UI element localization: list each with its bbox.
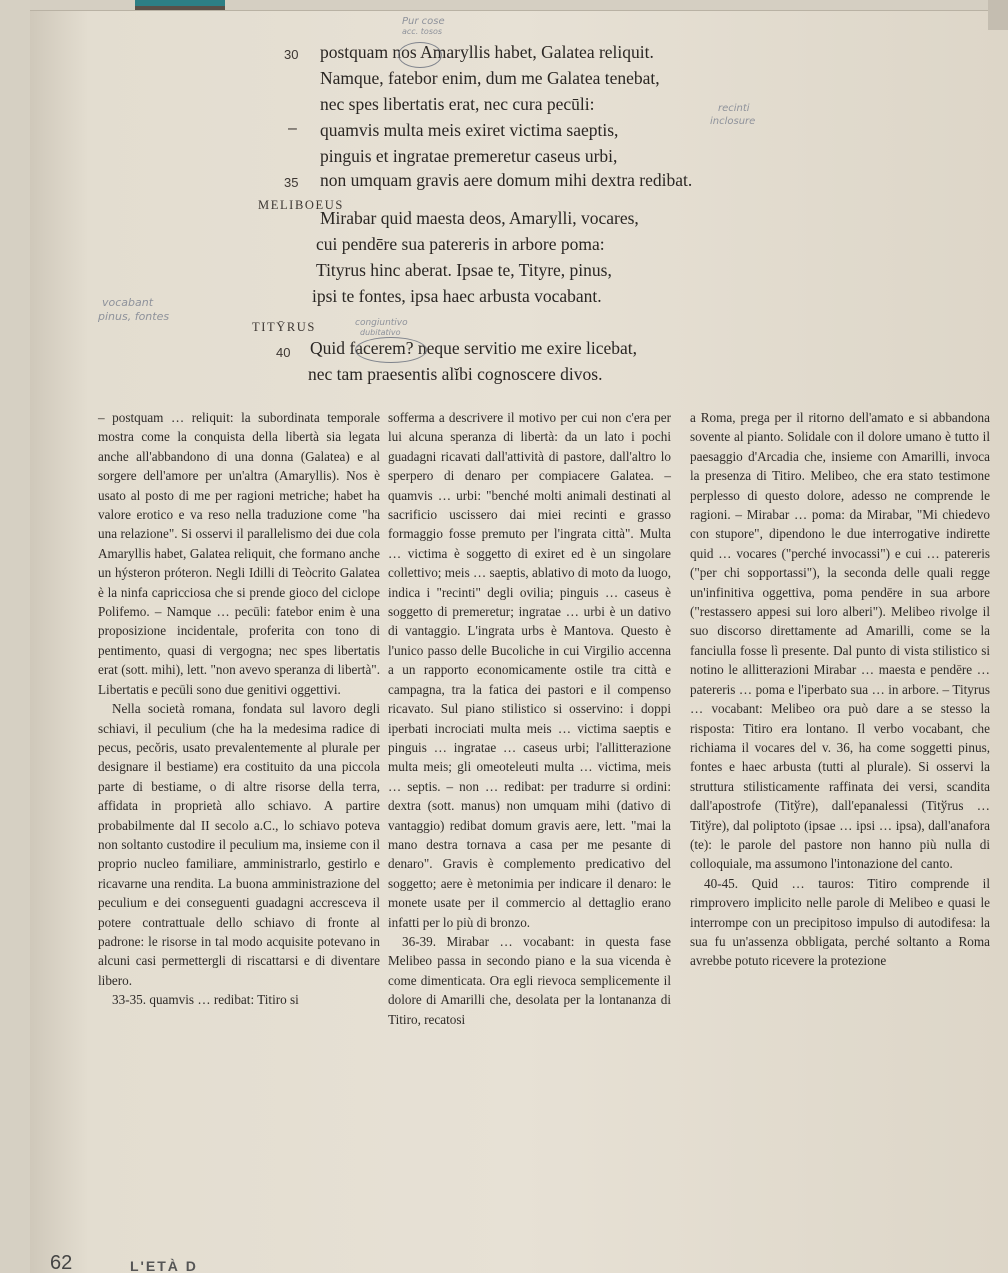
speaker-meliboeus: MELIBOEUS xyxy=(258,198,344,212)
book-page xyxy=(30,0,1008,1273)
line-number: 30 xyxy=(284,47,299,62)
pencil-note: congiuntivo xyxy=(355,318,408,328)
verse-line: Mirabar quid maesta deos, Amarylli, vocares, xyxy=(320,208,639,228)
commentary-paragraph: Nella società romana, fondata sul lavoro degli schiavi, il peculium (che ha la medesima radice di pecus, pecŏris, usato prevalentemente al plurale per designare il bestiame) era costituito da una piccola parte di bestiame, o di altre risorse della terra, affidata in proprietà allo schiavo. A partire probabilmente dal II secolo a.C., lo schiavo poteva non soltanto custodire il peculium ma, insieme con il proprio nucleo familiare, amministrarlo, gestirlo e ricavarne una rendita. La buona amministrazione del peculium e dei conseguenti guadagni accresceva il potere contrattuale dello schiavo di fronte al padrone: le risorse in tal modo acquisite potevano in alcuni casi permettergli di riscattarsi e di diventare libero. xyxy=(98,701,380,988)
pencil-note: acc. tosos xyxy=(402,27,443,36)
chapter-tab-shadow xyxy=(135,6,225,10)
pencil-note: recinti xyxy=(718,103,750,114)
pencil-circle-facerem xyxy=(355,337,427,363)
commentary-paragraph: 36-39. Mirabar … vocabant: in questa fase Melibeo passa in secondo piano e la sua vicenda è come dimenticata. Ora egli rievoca semplicemente il dolore di Amarilli che, desolata per la lontananza di Titiro, recatosi xyxy=(388,933,671,1027)
page-corner xyxy=(988,0,1008,30)
page-number: 62 xyxy=(50,1252,73,1273)
line-mark: – xyxy=(288,120,297,137)
pencil-note: Pur cose xyxy=(402,16,445,27)
verse-line: ipsi te fontes, ipsa haec arbusta vocabant. xyxy=(312,286,602,306)
pencil-note: pinus, fontes xyxy=(98,310,170,323)
commentary-column-1 xyxy=(98,408,380,1010)
verse-line: cui pendēre sua patereris in arbore poma: xyxy=(316,234,605,254)
commentary-paragraph: – postquam … reliquit: la subordinata temporale mostra come la conquista della libertà sia legata anche all'abbandono di una donna (Galatea) e al sorgere dell'amore per un'altra (Amaryllis). Nos è usato al posto di me per ragioni metriche; habet ha valore erotico e va reso nella traduzione come "ha una relazione". Si osservi il parallelismo dei due cola Amaryllis habet, Galatea reliquit, che formano anche un hýsteron próteron. Negli Idilli di Teòcrito Galatea è la ninfa capricciosa che si prende gioco del ciclope Polifemo. – Namque … pecūli: fatebor enim è una proposizione incidentale, proferita con tono di pentimento, quasi di vergogna; nec spes libertatis erat (sott. mihi), lett. "non avevo speranza di libertà". Libertatis e pecūli sono due genitivi oggettivi. xyxy=(98,410,380,697)
verse-line: non umquam gravis aere domum mihi dextra redibat. xyxy=(320,170,693,190)
verse-line: nec spes libertatis erat, nec cura pecūli: xyxy=(320,94,595,114)
verse-line: nec tam praesentis alĭbi cognoscere divos. xyxy=(308,364,603,384)
commentary-column-3 xyxy=(690,408,990,971)
commentary-paragraph: sofferma a descrivere il motivo per cui non c'era per lui alcuna speranza di libertà: da un lato i pochi guadagni ricavati dall'attività di pastore, dall'altro lo sperpero di denaro per compiacere Galatea. – quamvis … urbi: "benché molti animali destinati al sacrificio uscissero dai miei recinti e grasso formaggio fosse premuto per l'ingrata città". Multa … victima è soggetto di exiret ed è un singolare collettivo; meis … saeptis, ablativo di moto da luogo, indica i "recinti" degli ovilia; pinguis … caseus è soggetto di premeretur; ingratae … urbi è un dativo di vantaggio. L'ingrata urbs è Mantova. Questo è l'unico passo delle Bucoliche in cui Virgilio accenna a un rapporto economicamente ostile tra città e campagna, tra la fatica dei pastori e il compenso ricavato. Sul piano stilistico si osservino: i doppi iperbati incrociati multa meis … victima saeptis e pinguis … ingratae … caseus urbi; l'allitterazione multa meis; gli omeoteleuti multa … victima, meis … septis. – non … redibat: per tradurre si ordini: dextra (sott. manus) non umquam mihi (dativo di vantaggio) redibat domum gravis aere, lett. "mai la mano destra tornava a casa per me pesante di denaro". Gravis è complemento predicativo del soggetto; aere è metonimia per indicare il denaro: le monete usate per il commercio al dettaglio erano infatti per lo più di bronzo. xyxy=(388,410,671,930)
pencil-note: vocabant xyxy=(102,296,154,309)
verse-line: pinguis et ingratae premeretur caseus urbi, xyxy=(320,146,618,166)
line-number: 40 xyxy=(276,345,291,360)
verse-line: postquam nos Amaryllis habet, Galatea reliquit. xyxy=(320,42,654,62)
pencil-note: inclosure xyxy=(710,116,756,127)
pencil-circle-nos xyxy=(398,42,442,68)
commentary-paragraph: 40-45. Quid … tauros: Titiro comprende il rimprovero implicito nelle parole di Melibeo e quasi le interrompe con un precipitoso impulso di autodifesa: la sua fu un'assenza obbligata, perché soltanto a Roma avrebbe potuto ricevere la protezione xyxy=(690,875,990,969)
commentary-paragraph: 33-35. quamvis … redibat: Titiro si xyxy=(112,992,299,1008)
verse-line: Tityrus hinc aberat. Ipsae te, Tityre, pinus, xyxy=(316,260,612,280)
pencil-note: dubitativo xyxy=(360,328,401,337)
commentary-paragraph: a Roma, prega per il ritorno dell'amato e si abbandona sovente al pianto. Solidale con il dolore umano è tutto il paesaggio d'Arcadia che, insieme con Amarilli, invoca la presenza di Titiro. Melibeo, che era stato testimone perplesso di questo dolore, adesso ne comprende le ragioni. – Mirabar … poma: da Mirabar, "Mi chiedevo con stupore", dipendono le due interrogative indirette quid … vocares ("perché invocassi") e cui … patereris ("per chi sopportassi"), la seconda delle quali regge un'infinitiva oggettiva, poma pendēre in sua arbore ("restassero appesi sui loro alberi"). Melibeo rivolge il suo discorso direttamente ad Amarilli, come se la fanciulla fosse lì presente. Dal punto di vista stilistico si notino le allitterazioni Mirabar … maesta e pendēre … patereris … poma e l'iperbato sua … in arbore. – Tityrus … vocabant: Melibeo ora può dare a se stesso la risposta: Titiro era lontano. Il verbo vocabant, che richiama il vocares del v. 36, ha come soggetti pinus, fontes e haec arbusta (tutti al plurale). Si osservi la struttura stilisticamente raffinata dei versi, scandita dall'apostrofe (Titўre), dall'epanalessi (Titўrus … Titўre), dal poliptoto (ipsae … ipsi … ipsa), dall'anafora (te): le parole del pastore non hanno più nulla di colloquiale, ma assumono l'intonazione del canto. xyxy=(690,410,990,872)
running-head: L'ETÀ D xyxy=(130,1258,198,1273)
verse-line: quamvis multa meis exiret victima saeptis, xyxy=(320,120,619,140)
line-number: 35 xyxy=(284,175,299,190)
verse-line: Quid facerem? neque servitio me exire licebat, xyxy=(310,338,637,358)
verse-line: Namque, fatebor enim, dum me Galatea tenebat, xyxy=(320,68,660,88)
speaker-tityrus: TITȲRUS xyxy=(252,320,316,334)
commentary-column-2 xyxy=(388,408,671,1029)
